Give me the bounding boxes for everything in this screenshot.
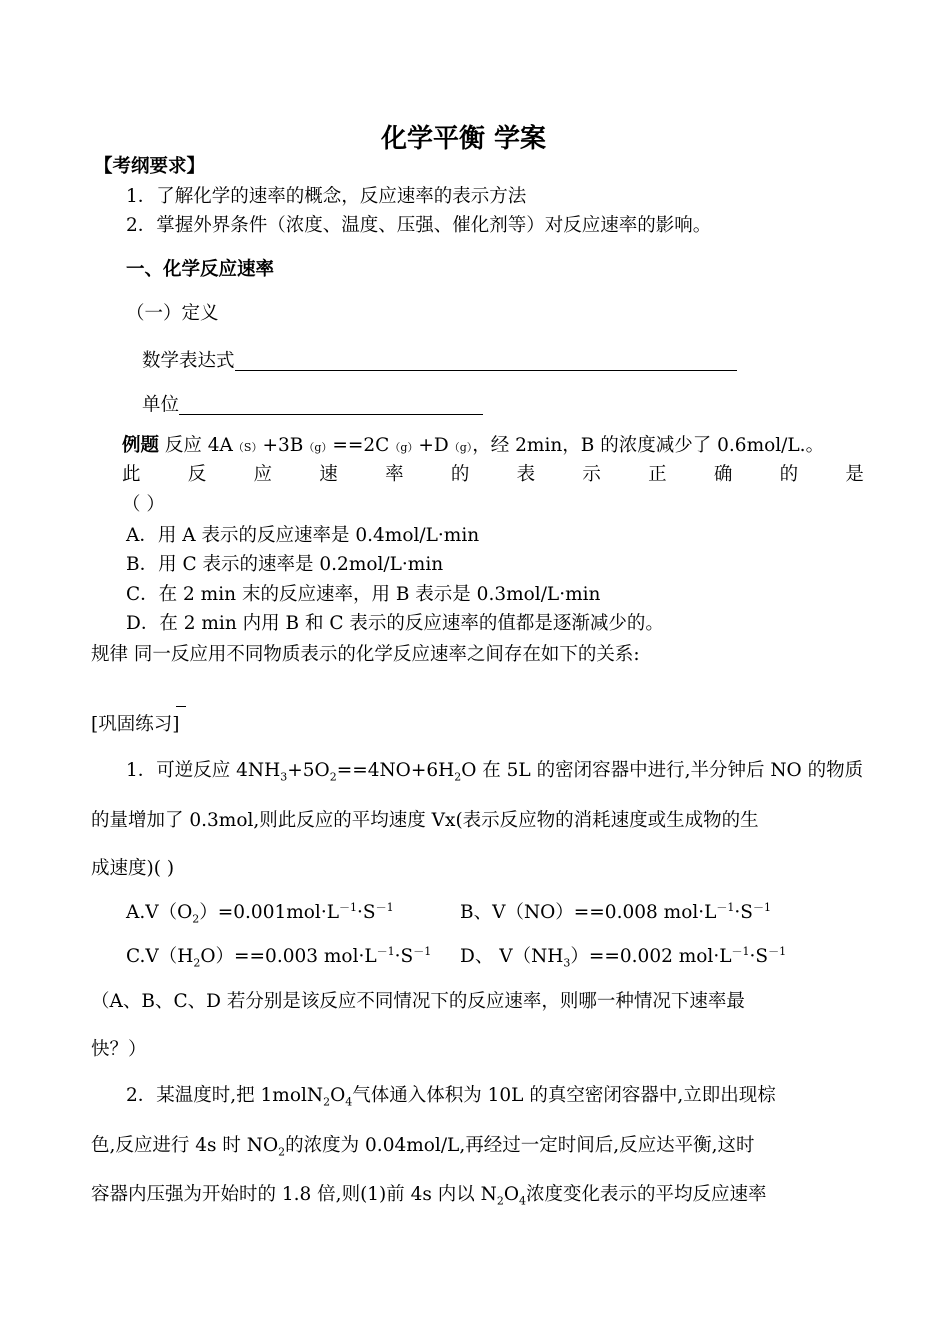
outline-item-2: 2．掌握外界条件（浓度、温度、压强、催化剂等）对反应速率的影响。	[126, 215, 712, 236]
option-a: A．用 A 表示的反应速率是 0.4mol/L·min	[126, 525, 480, 546]
expression-blank	[235, 350, 737, 371]
answer-paren: （ ）	[122, 494, 165, 515]
state-subscript: （g）	[303, 441, 333, 454]
q1-option-b: B、V（NO）==0.008 $mol\cdot L^{-1}\cdot S^{-1}$	[460, 900, 771, 923]
expression-field	[142, 350, 737, 371]
question-char: 正	[648, 464, 667, 485]
q2-line-2: 色,反应进行 4s 时 $NO_2$的浓度为 0.04mol/L,再经过一定时间后,反应达平衡,这时	[91, 1135, 755, 1159]
question-char: 示	[582, 464, 601, 485]
question-char: 的	[450, 464, 470, 485]
expression-label: 数学表达式	[142, 350, 235, 372]
question-char: 反	[187, 464, 207, 485]
question-char: 应	[253, 464, 273, 485]
subsection-heading: （一）定义	[126, 303, 219, 324]
q1-note-line-2: 快？）	[91, 1039, 147, 1060]
question-char: 的	[779, 464, 799, 485]
example-text: +D	[418, 435, 449, 456]
unit-field	[142, 394, 483, 415]
example-text: 反应 4A	[164, 435, 233, 456]
question-char: 表	[516, 464, 536, 485]
q2-line-1: 2．某温度时,把 $1molN_2O_4$气体通入体积为 10L 的真空密闭容器中,立即出现棕	[126, 1085, 776, 1109]
state-subscript: （S）	[232, 441, 263, 454]
state-subscript: （g）	[448, 441, 473, 454]
example-label: 例题	[122, 435, 160, 456]
option-d: D．在 2 min 内用 B 和 C 表示的反应速率的值都是逐渐减少的。	[126, 613, 664, 634]
q1-note-line-1: （A、B、C、D 若分别是该反应不同情况下的反应速率，则哪一种情况下速率最	[91, 991, 745, 1012]
example-text: +3B	[262, 435, 304, 456]
page-title: 化学平衡 学案	[381, 124, 547, 154]
option-c: C．在 2 min 末的反应速率，用 B 表示是 0.3mol/L·min	[126, 584, 601, 605]
unit-blank	[179, 394, 483, 415]
q1-option-c: $C.V(H_2O)==0.003$ $mol\cdot L^{-1}\cdot S^{-1}$	[126, 944, 432, 970]
short-dash	[176, 706, 186, 707]
unit-label: 单位	[142, 394, 180, 416]
section-heading: 一、化学反应速率	[126, 259, 275, 280]
practice-heading: [巩固练习]	[91, 714, 180, 735]
question-char: 速	[319, 464, 338, 485]
option-b: B．用 C 表示的速率是 0.2mol/L·min	[126, 554, 444, 575]
question-char: 是	[845, 464, 864, 485]
q2-line-3: 容器内压强为开始时的 1.8 倍,则(1)前 4s 内以 $N_2O_4$浓度变化表示的平均反应速率	[91, 1184, 767, 1208]
example-text: ，经 2min，B 的浓度减少了 0.6mol/L.。	[472, 435, 825, 456]
q1-line-1: 1．可逆反应 $4NH_3+5O_2==4NO+6H_2O$ 在 5L 的密闭容器中进行,半分钟后 NO 的物质	[126, 760, 864, 784]
outline-item-1: 1．了解化学的速率的概念，反应速率的表示方法	[126, 186, 527, 207]
example-text: ==2C	[332, 435, 390, 456]
outline-heading: 【考纲要求】	[94, 156, 206, 177]
example-stem	[122, 437, 824, 456]
q1-option-a: $A.V(O_2)=0.001mol\cdot L^{-1}\cdot S^{-1}$	[126, 900, 394, 926]
state-subscript: （g）	[389, 441, 419, 454]
q1-option-d: D、 $V(NH_3)==0.002$ $mol\cdot L^{-1}\cdot S^{-1}$	[460, 944, 787, 970]
question-char: 率	[385, 464, 404, 485]
rule-text: 规律 同一反应用不同物质表示的化学反应速率之间存在如下的关系:	[91, 644, 640, 665]
question-char: 确	[713, 464, 733, 485]
question-char: 此	[122, 464, 141, 485]
q1-line-2: 的量增加了 0.3mol,则此反应的平均速度 Vx(表示反应物的消耗速度或生成物的生	[91, 810, 759, 831]
example-question	[122, 466, 864, 485]
q1-line-3: 成速度)( )	[91, 858, 175, 879]
